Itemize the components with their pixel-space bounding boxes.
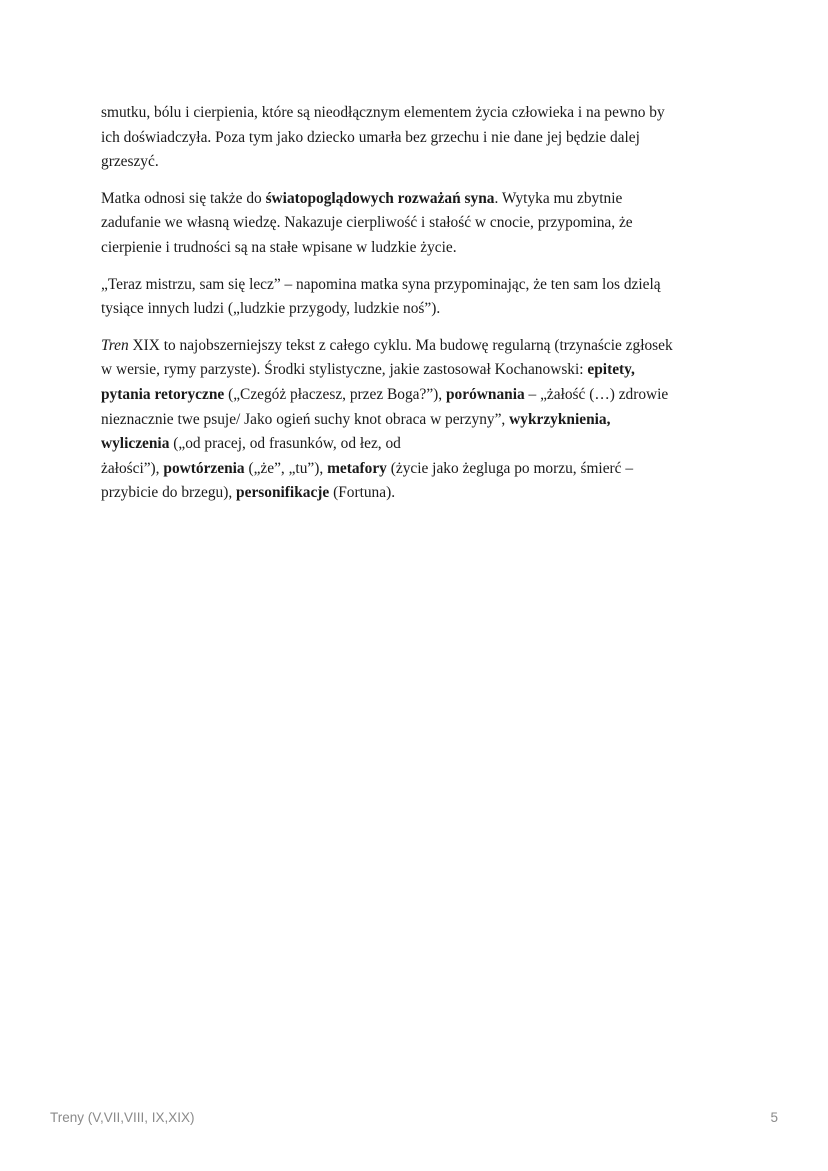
page-number: 5 bbox=[770, 1110, 778, 1125]
paragraph-4: Tren XIX to najobszerniejszy tekst z całego cyklu. Ma budowę regularną (trzynaście zgłosek w wersie, rymy parzyste). Środki stylistyczne, jakie zastosował Kochanowski: epitety, pytania retoryczne („Czegóż płaczesz, przez Boga?”), porównania – „żałość (…) zdrowie nieznacznie twe psuje/ Jako ogień suchy knot obraca w perzyny”, wykrzyknienia, wyliczenia („od pracej, od frasunków, od łez, od żałości”), powtórzenia („że”, „tu”), metafory (życie jako żegluga po morzu, śmierć – przybicie do brzegu), personifikacje (Fortuna). bbox=[101, 336, 673, 502]
bold-term: personifikacje bbox=[236, 484, 330, 502]
paragraph-2: Matka odnosi się także do światopoglądowych rozważań syna. Wytyka mu zbytnie zadufanie we własną wiedzę. Nakazuje cierpliwość i stałość w cnocie, przypomina, że cierpienie i trudności są na stałe wpisane w ludzkie życie. bbox=[101, 189, 633, 256]
footer-title: Treny (V,VII,VIII, IX,XIX) bbox=[50, 1110, 195, 1125]
bold-term: metafory bbox=[327, 459, 387, 477]
bold-term: wyliczenia bbox=[101, 435, 170, 453]
italic-title: Tren bbox=[101, 336, 129, 354]
bold-term: światopoglądowych rozważań syna bbox=[265, 189, 495, 207]
bold-term: epitety, bbox=[587, 361, 635, 379]
document-body bbox=[101, 101, 727, 518]
bold-term: powtórzenia bbox=[163, 459, 245, 477]
bold-term: pytania retoryczne bbox=[101, 385, 225, 403]
bold-term: wykrzyknienia, bbox=[509, 410, 611, 428]
paragraph-1: smutku, bólu i cierpienia, które są nieodłącznym elementem życia człowieka i na pewno by ich doświadczyła. Poza tym jako dziecko umarła bez grzechu i nie dane jej będzie dalej grzeszyć. bbox=[101, 104, 665, 171]
bold-term: porównania bbox=[446, 385, 525, 403]
paragraph-3: „Teraz mistrzu, sam się lecz” – napomina matka syna przypominając, że ten sam los dzielą tysiące innych ludzi („ludzkie przygody, ludzkie noś”). bbox=[101, 275, 661, 318]
